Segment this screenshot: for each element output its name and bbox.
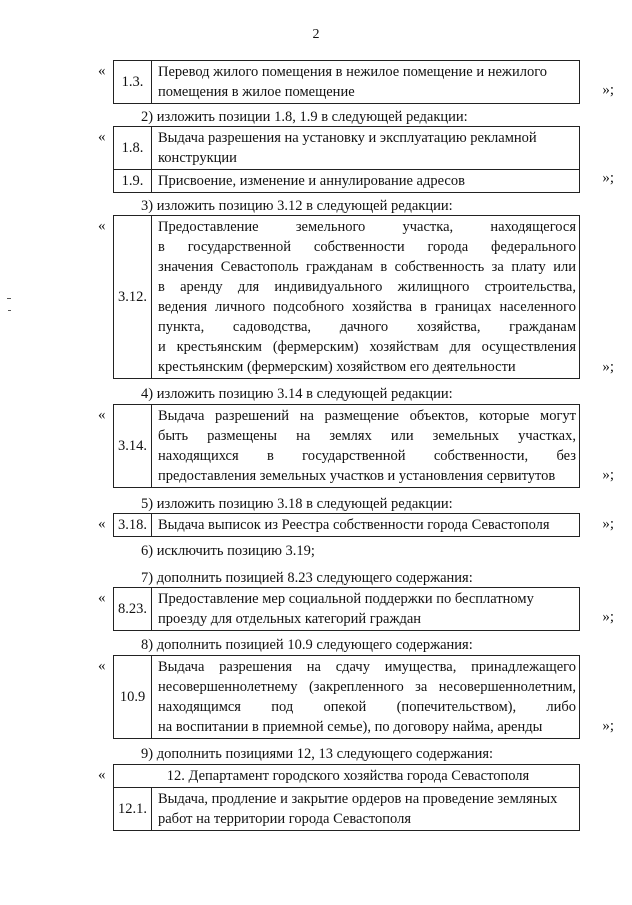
table-1-8-1-9 [113,126,580,193]
table-3-12 [113,215,580,379]
table-row [114,61,580,104]
opening-quote: « [98,129,106,145]
item-text: Предоставление мер социальной поддержки по бесплатному проезду для отдельных категорий граждан [152,588,580,631]
item-text: Выдача разрешения на сдачу имущества, принадлежащего несовершеннолетнему (закрепленного за несовершеннолетним, находящимся под опекой (попечительством), либо на воспитании в приемной семье), по договору найма, аренды [152,656,580,739]
opening-quote: « [98,218,106,234]
page-number: 2 [312,27,320,42]
item-number: 3.14. [114,405,152,488]
opening-quote: « [98,590,106,606]
item-text: Присвоение, изменение и аннулирование адресов [152,170,580,193]
closing-quote: »; [602,359,614,375]
table-3-14 [113,404,580,488]
block-12 [98,764,614,828]
item-text: Перевод жилого помещения в нежилое помещение и нежилого помещения в жилое помещение [152,61,580,104]
scan-mark [8,310,11,311]
item-number: 1.3. [114,61,152,104]
instruction-3: 3) изложить позицию 3.12 в следующей редакции: [141,198,453,214]
closing-quote: »; [602,516,614,532]
table-10-9 [113,655,580,739]
block-3-18 [98,513,614,537]
table-row [114,588,580,631]
table-row [114,170,580,193]
item-number: 1.9. [114,170,152,193]
closing-quote: »; [602,467,614,483]
closing-quote: »; [602,718,614,734]
table-row [114,216,580,379]
block-10-9 [98,655,614,741]
instruction-4: 4) изложить позицию 3.14 в следующей редакции: [141,386,453,402]
item-number: 1.8. [114,127,152,170]
instruction-6: 6) исключить позицию 3.19; [141,543,315,559]
table-row [114,656,580,739]
opening-quote: « [98,767,106,783]
closing-quote: »; [602,170,614,186]
item-number: 3.12. [114,216,152,379]
instruction-7: 7) дополнить позицией 8.23 следующего содержания: [141,570,473,586]
table-3-18 [113,513,580,537]
section-header: 12. Департамент городского хозяйства города Севастополя [114,765,580,788]
closing-quote: »; [602,609,614,625]
instruction-2: 2) изложить позиции 1.8, 1.9 в следующей редакции: [141,109,468,125]
table-row [114,788,580,831]
opening-quote: « [98,407,106,423]
block-3-12 [98,215,614,379]
opening-quote: « [98,658,106,674]
item-number: 10.9 [114,656,152,739]
table-8-23 [113,587,580,631]
closing-quote: »; [602,82,614,98]
opening-quote: « [98,516,106,532]
item-number: 12.1. [114,788,152,831]
item-text: Выдача разрешений на размещение объектов, которые могут быть размещены на землях или земельных участках, находящихся в государственной собственности, без предоставления земельных участков и установления сервитутов [152,405,580,488]
instruction-5: 5) изложить позицию 3.18 в следующей редакции: [141,496,453,512]
item-text: Выдача выписок из Реестра собственности города Севастополя [152,514,580,537]
scan-mark [7,298,11,299]
table-row [114,514,580,537]
item-number: 8.23. [114,588,152,631]
item-text: Выдача разрешения на установку и эксплуатацию рекламной конструкции [152,127,580,170]
item-number: 3.18. [114,514,152,537]
table-row [114,765,580,788]
block-3-14 [98,404,614,490]
opening-quote: « [98,63,106,79]
item-text: Предоставление земельного участка, находящегося в государственной собственности города федерального значения Севастополь гражданам в собственность за плату или в аренду для индивидуального жилищного строительства, ведения личного подсобного хозяйства в границах населенного пункта, садоводства, дачного хозяйства, гражданам и крестьянским (фермерским) хозяйствам для осуществления крестьянским (фермерским) хозяйством его деятельности [152,216,580,379]
table-row [114,127,580,170]
instruction-8: 8) дополнить позицией 10.9 следующего содержания: [141,637,473,653]
table-12 [113,764,580,831]
item-text: Выдача, продление и закрытие ордеров на проведение земляных работ на территории города Севастополя [152,788,580,831]
block-1-8-1-9 [98,126,614,189]
instruction-9: 9) дополнить позициями 12, 13 следующего содержания: [141,746,494,762]
block-8-23 [98,587,614,631]
block-1-3 [98,60,614,104]
table-1-3 [113,60,580,104]
table-row [114,405,580,488]
